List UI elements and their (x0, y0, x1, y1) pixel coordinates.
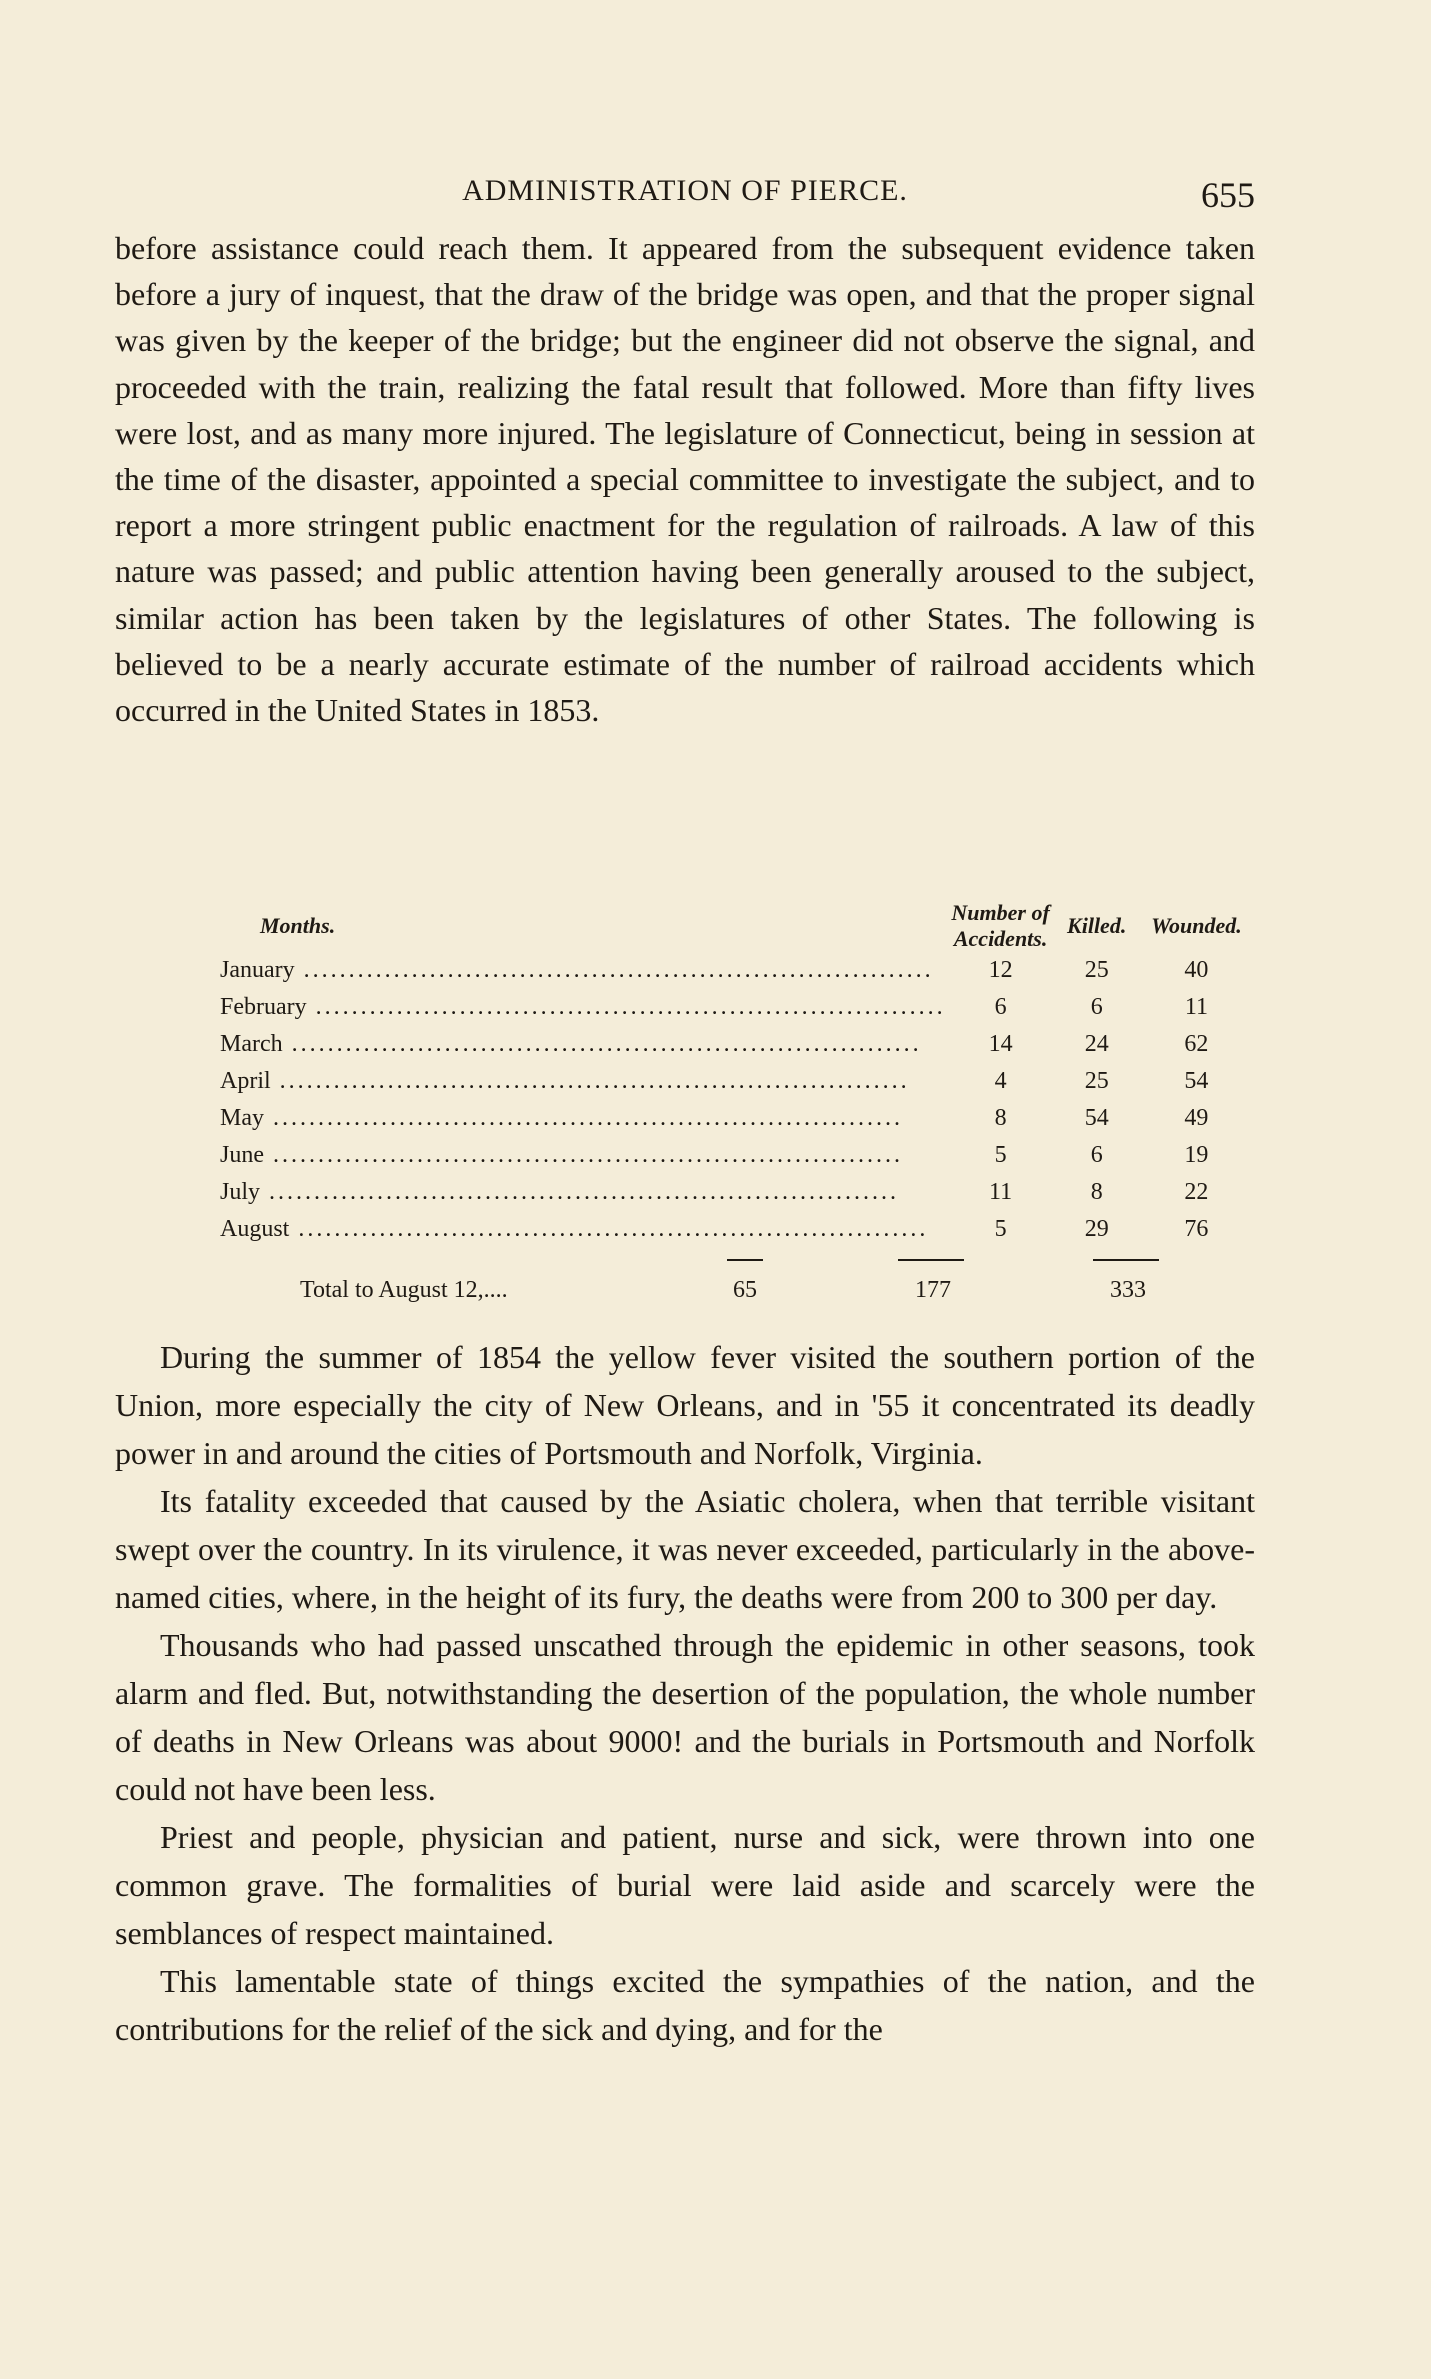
paragraph-fatality: Its fatality exceeded that caused by the Asiatic cholera, when that terrible visitant swept over the country. In its virulence, it was never exceeded, particularly in the above-named cities, where, in the height of its fury, the deaths were from 200 to 300 per day. (115, 1483, 1255, 1615)
wounded-cell: 62 (1184, 1031, 1209, 1057)
table-total-row (115, 1277, 1255, 1317)
body-text (115, 1333, 1255, 2053)
wounded-cell: 19 (1184, 1142, 1209, 1168)
total-wounded: 333 (1110, 1277, 1146, 1303)
wounded-cell: 76 (1184, 1216, 1209, 1242)
killed-cell: 54 (1084, 1105, 1109, 1131)
killed-cell: 25 (1084, 1068, 1109, 1094)
month-label: May (220, 1105, 264, 1131)
table-row (115, 1026, 1255, 1063)
wounded-cell: 49 (1184, 1105, 1209, 1131)
accidents-cell: 12 (988, 957, 1013, 983)
table-row (115, 952, 1255, 989)
accidents-cell: 8 (994, 1105, 1007, 1131)
wounded-cell: 54 (1184, 1068, 1209, 1094)
accidents-table (115, 900, 1255, 1248)
wounded-cell: 11 (1184, 994, 1208, 1020)
accidents-cell: 4 (994, 1068, 1007, 1094)
paragraph-lamentable: This lamentable state of things excited the sympathies of the nation, and the contributions for the relief of the sick and dying, and for the (115, 1963, 1255, 2047)
month-label: August (220, 1216, 290, 1242)
table-row (115, 989, 1255, 1026)
paragraph-yellow-fever: During the summer of 1854 the yellow fever visited the southern portion of the Union, more especially the city of New Orleans, and in '55 it concentrated its deadly power in and around the cities of Portsmouth and Norfolk, Virginia. (115, 1339, 1255, 1471)
accidents-cell: 6 (994, 994, 1007, 1020)
killed-cell: 25 (1084, 957, 1109, 983)
paragraph-priest: Priest and people, physician and patient, nurse and sick, were thrown into one common grave. The formalities of burial were laid aside and scarcely were the semblances of respect maintained. (115, 1819, 1255, 1951)
month-label: June (220, 1142, 264, 1168)
header-wounded: Wounded. (1151, 913, 1242, 938)
header-killed: Killed. (1067, 913, 1127, 938)
header-months: Months. (260, 913, 336, 938)
paragraph-railroad-accident: before assistance could reach them. It appeared from the subsequent evidence taken before a jury of inquest, that the draw of the bridge was open, and that the proper signal was given by the keeper of the bridge; but the engineer did not observe the signal, and proceeded with the train, realizing the fatal result that followed. More than fifty lives were lost, and as many more injured. The legislature of Connecticut, being in session at the time of the disaster, appointed a special committee to investigate the subject, and to report a more stringent public enactment for the regulation of railroads. A law of this nature was passed; and public attention having been generally aroused to the subject, similar action has been taken by the legislatures of other States. The following is believed to be a nearly accurate estimate of the number of railroad accidents which occurred in the United States in 1853. (115, 230, 1255, 729)
table-row (115, 1100, 1255, 1137)
table-row (115, 1211, 1255, 1248)
accidents-cell: 14 (988, 1031, 1013, 1057)
accidents-cell: 11 (989, 1179, 1013, 1205)
leader-dots (264, 1142, 903, 1168)
sum-rule-wounded (1093, 1259, 1159, 1261)
killed-cell: 29 (1084, 1216, 1109, 1242)
month-label: March (220, 1031, 283, 1057)
table-row (115, 1174, 1255, 1211)
wounded-cell: 22 (1184, 1179, 1209, 1205)
leader-dots (264, 1105, 903, 1131)
table-header-row (115, 900, 1255, 952)
killed-cell: 8 (1090, 1179, 1103, 1205)
killed-cell: 6 (1090, 994, 1103, 1020)
leader-dots (271, 1068, 910, 1094)
month-label: January (220, 957, 295, 983)
table-row (115, 1063, 1255, 1100)
page-number: 655 (1201, 175, 1255, 215)
month-label: April (220, 1068, 271, 1094)
total-label: Total to August 12,.... (300, 1277, 508, 1303)
leader-dots (289, 1216, 928, 1242)
sum-rule-killed (898, 1259, 964, 1261)
leader-dots (307, 994, 946, 1020)
paragraph-thousands: Thousands who had passed unscathed through the epidemic in other seasons, took alarm and fled. But, notwithstanding the desertion of the population, the whole number of deaths in New Orleans was about 9000! and the burials in Portsmouth and Norfolk could not have been less. (115, 1627, 1255, 1807)
leader-dots (283, 1031, 922, 1057)
killed-cell: 6 (1090, 1142, 1103, 1168)
month-label: February (220, 994, 307, 1020)
accidents-cell: 5 (994, 1142, 1007, 1168)
total-killed: 177 (915, 1277, 951, 1303)
total-accidents: 65 (733, 1277, 757, 1303)
killed-cell: 24 (1084, 1031, 1109, 1057)
leader-dots (260, 1179, 899, 1205)
table-row (115, 1137, 1255, 1174)
sum-rule-accidents (727, 1259, 763, 1261)
page-header (115, 168, 1255, 218)
header-accidents: Number of Accidents. (951, 900, 1050, 951)
wounded-cell: 40 (1184, 957, 1209, 983)
accidents-cell: 5 (994, 1216, 1007, 1242)
month-label: July (220, 1179, 261, 1205)
leader-dots (295, 957, 934, 983)
running-head: ADMINISTRATION OF PIERCE. (462, 174, 908, 207)
sum-rules (115, 1259, 1255, 1265)
